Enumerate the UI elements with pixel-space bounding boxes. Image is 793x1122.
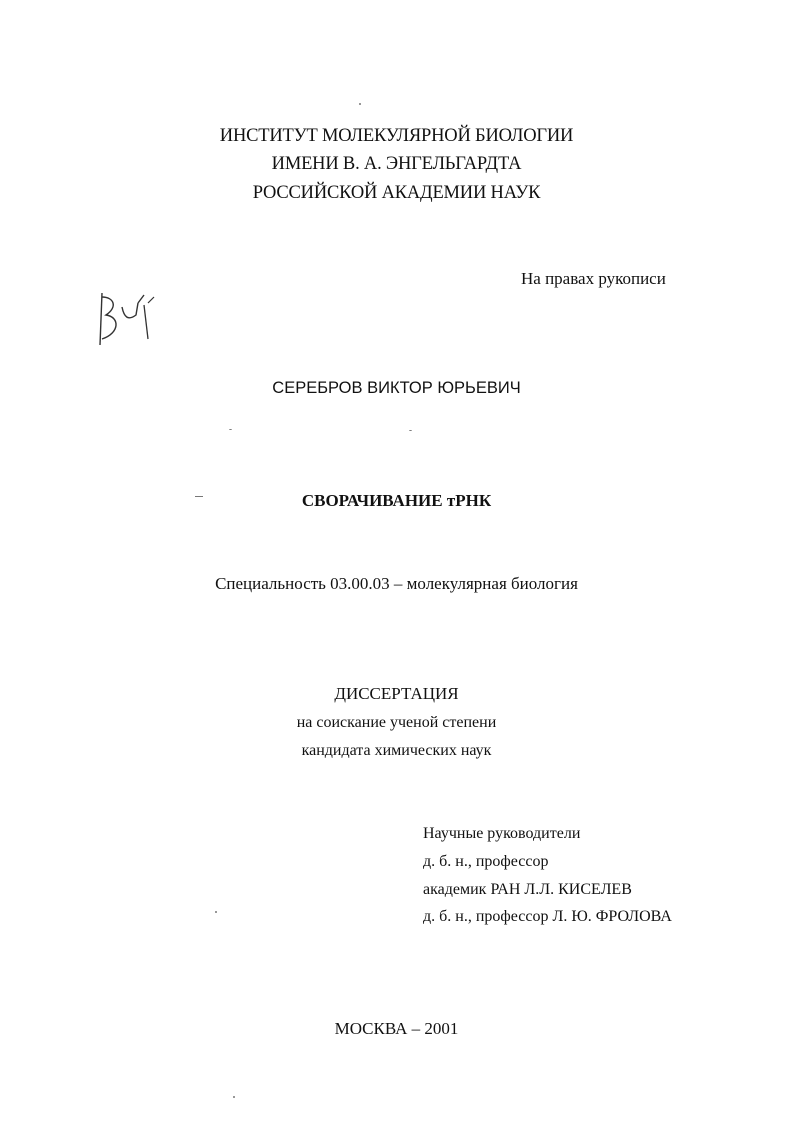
supervisor-1-name: академик РАН Л.Л. КИСЕЛЕВ: [423, 881, 632, 898]
scan-speck: [409, 430, 412, 431]
supervisors-heading: Научные руководители: [423, 825, 581, 842]
supervisor-2: д. б. н., профессор Л. Ю. ФРОЛОВА: [423, 908, 672, 925]
scan-speck: [359, 103, 361, 105]
manuscript-rights-note: На правах рукописи: [521, 269, 666, 288]
dissertation-title: СВОРАЧИВАНИЕ тРНК: [301, 491, 492, 510]
dissertation-degree-line: на соискание ученой степени: [296, 714, 497, 731]
specialty-line: Специальность 03.00.03 – молекулярная биология: [215, 574, 578, 593]
author-name: СЕРЕБРОВ ВИКТОР ЮРЬЕВИЧ: [272, 379, 521, 397]
dissertation-label: ДИССЕРТАЦИЯ: [334, 684, 459, 703]
institute-name-line-3: РОССИЙСКОЙ АКАДЕМИИ НАУК: [252, 183, 541, 203]
city-year: МОСКВА – 2001: [334, 1019, 459, 1038]
scan-speck: [195, 496, 203, 497]
dissertation-field-line: кандидата химических наук: [301, 742, 492, 759]
scan-speck: [233, 1096, 235, 1098]
supervisor-1-title: д. б. н., профессор: [423, 853, 549, 870]
institute-name-line-1: ИНСТИТУТ МОЛЕКУЛЯРНОЙ БИОЛОГИИ: [219, 126, 574, 146]
institute-name-line-2: ИМЕНИ В. А. ЭНГЕЛЬГАРДТА: [271, 154, 522, 174]
scan-speck: [215, 911, 217, 913]
scan-speck: [229, 429, 232, 430]
handwritten-signature-mark: [92, 283, 162, 353]
